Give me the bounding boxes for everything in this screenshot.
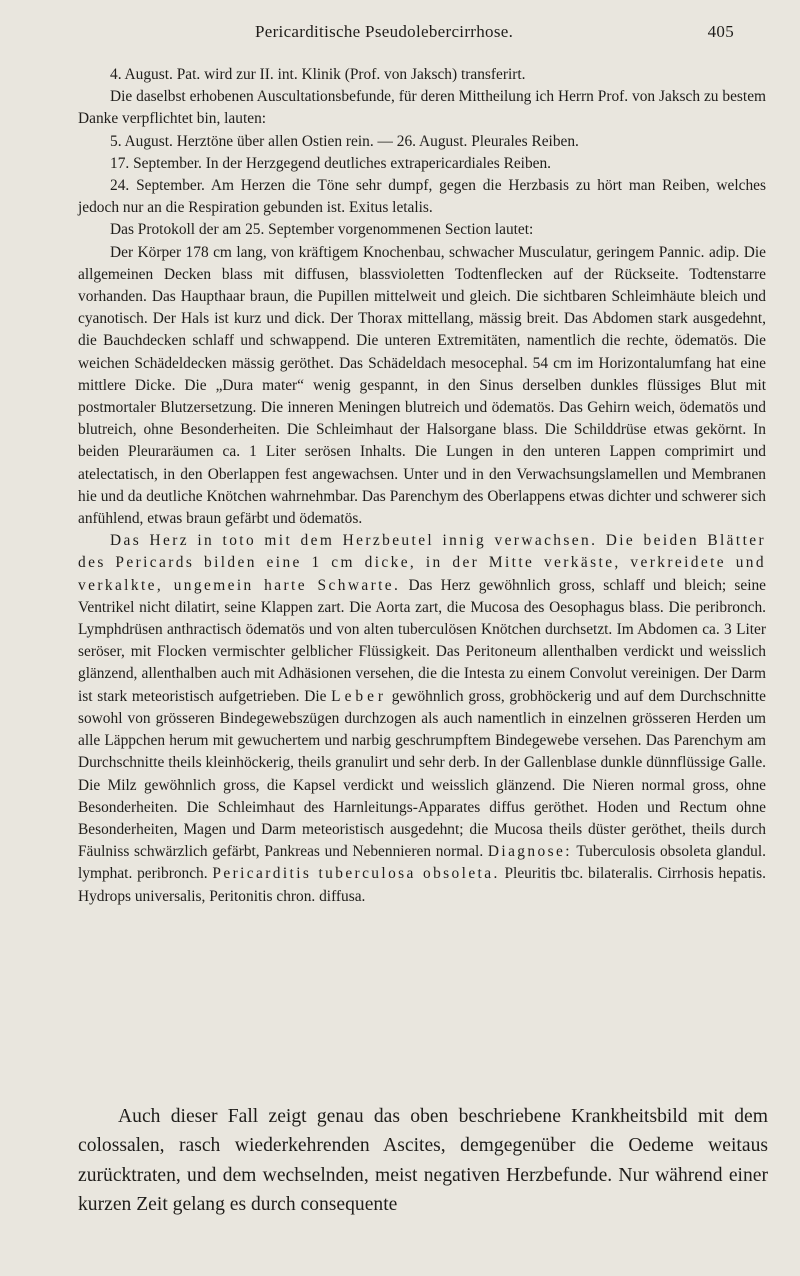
running-title: Pericarditische Pseudolebercirrhose. (255, 22, 514, 41)
paragraph-body-findings: Der Körper 178 cm lang, von kräftigem Knochenbau, schwacher Musculatur, geringem Pannic. adip. Die allgemeinen Decken blass mit diffusen, blassvioletten Todtenflecken auf der Rückseite. Todtenstarre vorhanden. Das Haupthaar braun, die Pupillen mittelweit und gleich. Die sichtbaren Schleimhäute bleich und cyanotisch. Der Hals ist kurz und dick. Der Thorax mittellang, mässig breit. Das Abdomen stark ausgedehnt, die Bauchdecken schlaff und schwappend. Die unteren Extremitäten, namentlich die rechte, ödematös. Die weichen Schädeldecken mässig geröthet. Das Schädeldach mesocephal. 54 cm im Horizontalumfang hat eine mittlere Dicke. Die „Dura mater“ wenig gespannt, in den Sinus derselben dunkles flüssiges Blut mit postmortaler Blutzersetzung. Die inneren Meningen blutreich und ödematös. Das Gehirn weich, ödematös und blutreich, ohne Besonderheiten. Die Schleimhaut der Halsorgane blass. Die Schilddrüse etwas gekörnt. In beiden Pleuraräumen ca. 1 Liter serösen Inhalts. Die Lungen in den unteren Lappen comprimirt und atelectatisch, in den Oberlappen fest angewachsen. Unter und in den Verwachsungslamellen und Membranen hie und da deutliche Knötchen wahrnehmbar. Das Parenchym des Oberlappens etwas dichter und schwerer sich anfühlend, etwas braun gefärbt und ödematös. (78, 243, 766, 528)
spaced-leber: Leber (331, 687, 388, 705)
heart-findings-text-a: Das Herz gewöhnlich gross, schlaff und bleich; seine Ventrikel nicht dilatirt, seine Klappen zart. Die Aorta zart, die Mucosa des Oesophagus blass. Die peribronch. Lymphdrüsen anthractisch ödematös und von alten tuberculösen Knötchen durchsetzt. Im Abdomen ca. 3 Liter seröser, mit Flocken vermischter gelblicher Flüssigkeit. Das Peritoneum allenthalben verdickt und weisslich glänzend, allenthalben auch mit Adhäsionen versehen, die die Intesta zu einem Convolut vereinigen. Der Darm ist stark meteoristisch aufgetrieben. Die (78, 576, 767, 705)
case-report-text (78, 64, 766, 908)
heart-findings-text-d: Pleuritis tbc. bilateralis. Cirrhosis hepatis. Hydrops universalis, Peritonitis chron. diffusa. (78, 865, 767, 905)
discussion-text (78, 1102, 768, 1220)
page-header (80, 22, 740, 46)
heart-findings-text-c: Tuberculosis obsoleta glandul. lymphat. peribronch. (78, 843, 766, 883)
paragraph-24-september: 24. September. Am Herzen die Töne sehr dumpf, gegen die Herzbasis zu hört man Reiben, welches jedoch nur an die Respiration gebunden ist. Exitus letalis. (78, 177, 766, 217)
paragraph-discussion: Auch dieser Fall zeigt genau das oben beschriebene Krankheitsbild mit dem colossalen, rasch wiederkehrenden Ascites, demgegenüber die Oedeme weitaus zurücktraten, und dem wechselnden, meist negativen Herzbefunde. Nur während einer kurzen Zeit gelang es durch consequente (78, 1106, 768, 1216)
spaced-diagnose: Diagnose: (487, 843, 572, 861)
paragraph-heart-findings (78, 530, 766, 907)
paragraph-auscultation-intro: Die daselbst erhobenen Auscultationsbefunde, für deren Mittheilung ich Herrn Prof. von Jaksch zu bestem Danke verpflichtet bin, lauten: (78, 88, 766, 128)
paragraph-section-protocol-intro: Das Protokoll der am 25. September vorgenommenen Section lautet: (110, 221, 534, 239)
paragraph-august-findings: 5. August. Herztöne über allen Ostien rein. — 26. August. Pleurales Reiben. (110, 132, 579, 150)
spaced-pericarditis: Pericarditis tuberculosa obsoleta. (212, 865, 500, 883)
paragraph-17-september: 17. September. In der Herzgegend deutliches extrapericardiales Reiben. (110, 154, 552, 172)
paragraph-transfer: 4. August. Pat. wird zur II. int. Klinik (Prof. von Jaksch) transferirt. (110, 66, 526, 83)
heart-findings-text-b: gewöhnlich gross, grobhöckerig und auf dem Durchschnitte sowohl von grösseren Bindegewebszügen durchzogen als auch namentlich in einzelnen grösseren Herden um alle Läppchen herum mit gewuchertem und narbig geschrumpftem Bindegewebe versehen. Das Parenchym am Durchschnitte theils kleinhöckerig, theils granulirt und sehr derb. In der Gallenblase dunkle dünnflüssige Galle. Die Milz gewöhnlich gross, die Kapsel verdickt und weisslich glänzend. Die Nieren normal gross, ohne Besonderheiten. Die Schleimhaut des Harnleitungs-Apparates diffus geröthet. Hoden und Rectum ohne Besonderheiten, Magen und Darm meteoristisch ausgedehnt; die Mucosa theils düster geröthet, theils durch Fäulniss schwärzlich gefärbt, Pankreas und Nebennieren normal. (78, 687, 766, 861)
spaced-heart-description: Das Herz in toto mit dem Herzbeutel innig verwachsen. Die beiden Blätter des Pericards bilden eine 1 cm dicke, in der Mitte verkäste, verkreidete und verkalkte, ungemein harte Schwarte. (78, 532, 766, 594)
page-number: 405 (707, 22, 734, 41)
